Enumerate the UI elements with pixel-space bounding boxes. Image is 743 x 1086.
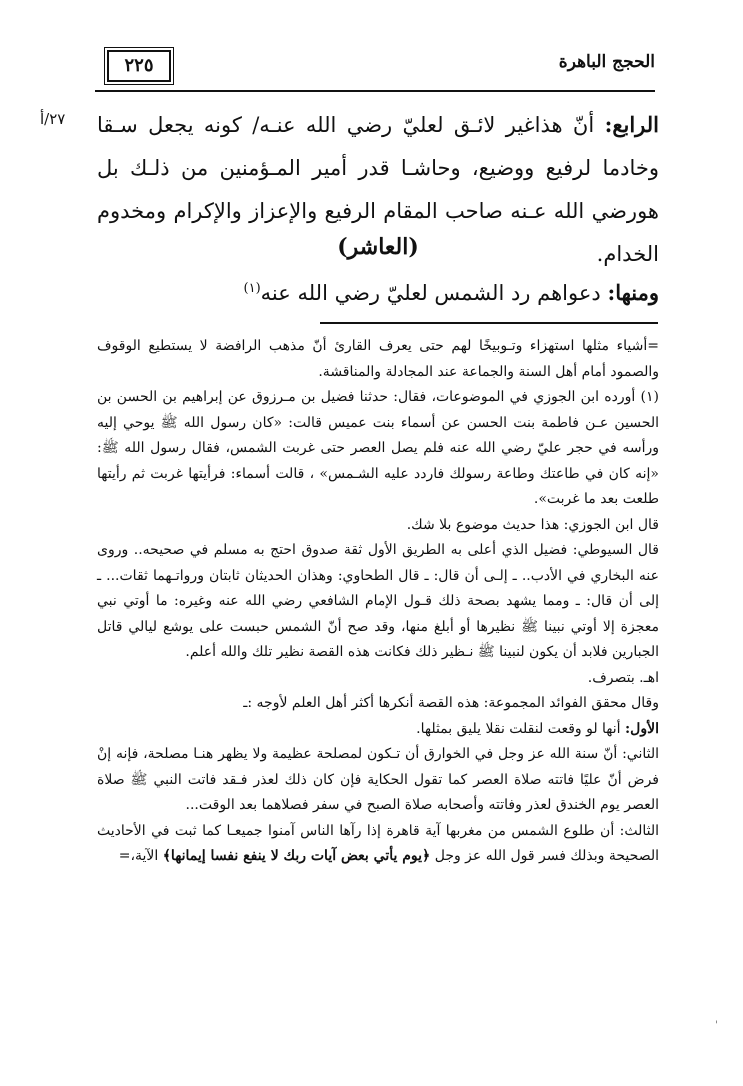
paragraph-lead: الرابع:: [604, 112, 659, 137]
sub-heading-lead: ومنها:: [607, 280, 659, 305]
reason-second-lead: الثاني:: [622, 746, 659, 762]
footnote-rule: [320, 322, 658, 324]
footnote-continuation: =أشياء مثلها استهزاء وتـوبيخًا لهم حتى يعرف القارئ أنّ مذهب الرافضة لا يستطيع الوقوف والصمود أمام أهل السنة والجماعة عند المجادلة والمناقشة.: [97, 338, 659, 380]
running-title: الحجج الباهرة: [558, 52, 655, 72]
quote-end-mark: اهـ. بتصرف.: [587, 669, 659, 686]
reason-third-text: أن طلوع الشمس من مغربها آية قاهرة إذا رآها الناس آمنوا جميعـا كما ثبت في الأحاديث الصحيحة وبذلك فسر قول الله عز وجل: [97, 822, 659, 864]
page-header: [95, 50, 655, 86]
reason-second-text: أنّ سنة الله عز وجل في الخوارق أن تـكون لمصلحة عظيمة ولا يظهر هنـا مصلحة، فإنه إنْ فرض أنّ عليًا فاتته صلاة العصر كما تقول الحكاية فإن كان ذلك لعذر فـقد فاتت النبي ﷺ صلاة العصر يوم الخندق لعذر وفاتته وأصحابه صلاة الصبح في سفر فصلاهما بعد الوقت...: [97, 746, 659, 813]
footnote-ref: (١): [243, 281, 261, 296]
suyuti-quote: قال السيوطي: فضيل الذي أعلى به الطريق الأول ثقة صدوق احتج به مسلم في صحيحه.. وروى عنه البخاري في الأدب.. ـ إلـى أن قال: ـ قال الطحاوي: وهذان الحديثان ثابتان ورواتـهما ثقات... ـ إلى أن قال: ـ ومما يشهد بصحة ذلك قـول الإمام الشافعي رضي الله عنه وغيره: ما أوتي نبي معجزة إلا أوتي نبينا ﷺ نظيرها أو أبلغ منها، وقد صح أنّ الشمس حبست على يوشع ليالي قاتل الجبارين فلابد أن يكون لنبينا ﷺ نـظير ذلك فكانت هذه القصة نظير تلك والله أعلم.: [97, 542, 659, 660]
footnotes: [97, 334, 659, 870]
reason-first-text: أنها لو وقعت لنقلت نقلا يليق بمثلها.: [416, 720, 621, 737]
quran-verse: ﴿يوم يأتي بعض آيات ربك لا ينفع نفسا إيمانها﴾: [162, 848, 431, 864]
scan-edge-mark: ': [715, 1020, 718, 1031]
sub-heading: [97, 280, 659, 305]
reason-second: [97, 742, 659, 819]
reason-first: [97, 717, 659, 743]
ibn-jawzi-verdict: قال ابن الجوزي: هذا حديث موضوع بلا شك.: [406, 516, 659, 533]
reason-first-lead: الأول:: [625, 720, 659, 737]
section-heading: (العاشر): [337, 234, 419, 260]
reason-third: [97, 819, 659, 870]
paragraph-text: أنّ هذاغير لائـق لعليّ رضي الله عنـه/ كونه يجعل سـقا وخادما لرفيع ووضيع، وحاشـا قدر أمير المـؤمنين من ذلـك بل هورضي الله عـنه صاحب المقام الرفيع والإعزاز والإكرام ومخدوم الخدام.: [97, 113, 659, 266]
header-rule: [95, 90, 655, 92]
muhaqqiq-quote: وقال محقق الفوائد المجموعة: هذه القصة أنكرها أكثر أهل العلم لأوجه :ـ: [243, 695, 659, 711]
sub-heading-text: دعواهم رد الشمس لعليّ رضي الله عنه: [260, 281, 601, 305]
reason-third-end: الآية،=: [118, 848, 159, 864]
footnote-1: (١) أورده ابن الجوزي في الموضوعات، فقال: حدثنا فضيل بن مـرزوق عن إبراهيم بن الحسن بن الحسين عـن فاطمة بنت الحسن عن أسماء بنت عميس قالت: «كان رسول الله ﷺ يوحي إليه ورأسه في حجر عليّ رضي الله عنه فلم يصل العصر حتى غربت الشمس، فقال رسول الله ﷺ: «إنه كان في طاعتك وطاعة رسولك فاردد عليه الشـمس» ، قالت أسماء: فرأيتها غربت ثم رأيتها طلعت بعد ما غربت».: [97, 389, 659, 507]
page-number: ٢٢٥: [107, 50, 171, 82]
reason-third-lead: الثالث:: [619, 822, 659, 839]
manuscript-folio-ref: ٢٧/أ: [40, 110, 66, 128]
